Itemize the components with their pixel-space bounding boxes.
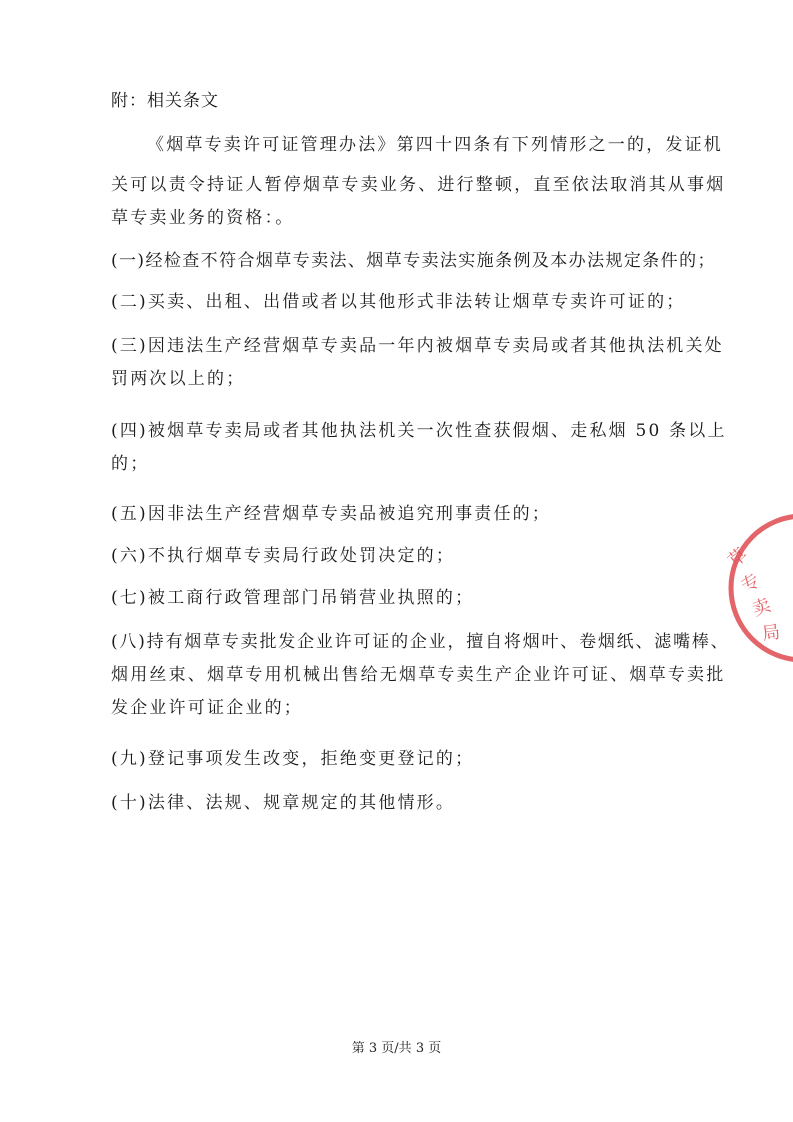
item-line: 罚两次以上的； (111, 369, 246, 389)
item-line: (一)经检查不符合烟草专卖法、烟草专卖法实施条例及本办法规定条件的； (111, 251, 716, 271)
item-line: (四)被烟草专卖局或者其他执法机关一次性查获假烟、走私烟 50 条以上 (111, 421, 727, 441)
item-line: (九)登记事项发生改变，拒绝变更登记的； (111, 749, 475, 769)
item-line: (八)持有烟草专卖批发企业许可证的企业，擅自将烟叶、卷烟纸、滤嘴棒、 (111, 632, 730, 652)
intro-line: 草专卖业务的资格：。 (111, 208, 295, 228)
item-line: (二)买卖、出租、出借或者以其他形式非法转让烟草专卖许可证的； (111, 292, 686, 312)
item-line: (七)被工商行政管理部门吊销营业执照的； (111, 588, 475, 608)
official-seal-stamp (693, 508, 793, 668)
intro-line: 关可以责令持证人暂停烟草专卖业务、进行整顿，直至依法取消其从事烟 (111, 175, 726, 195)
item-line: 的； (111, 454, 150, 474)
svg-text:草: 草 (724, 544, 752, 572)
attachment-heading: 附：相关条文 (111, 91, 219, 111)
svg-text:局: 局 (760, 621, 782, 645)
svg-text:专: 专 (737, 569, 764, 598)
item-line: (六)不执行烟草专卖局行政处罚决定的； (111, 546, 456, 566)
page-number-footer: 第 3 页/共 3 页 (351, 1041, 442, 1056)
item-line: (五)因非法生产经营烟草专卖品被追究刑事责任的； (111, 504, 552, 524)
item-line: (三)因违法生产经营烟草专卖品一年内被烟草专卖局或者其他执法机关处 (111, 336, 724, 356)
item-line: 烟用丝束、烟草专用机械出售给无烟草专卖生产企业许可证、烟草专卖批 (111, 665, 726, 685)
svg-text:卖: 卖 (749, 594, 774, 621)
item-line: (十)法律、法规、规章规定的其他情形。 (111, 793, 456, 813)
intro-line: 《烟草专卖许可证管理办法》第四十四条有下列情形之一的，发证机 (147, 135, 723, 155)
item-line: 发企业许可证企业的； (111, 698, 303, 718)
